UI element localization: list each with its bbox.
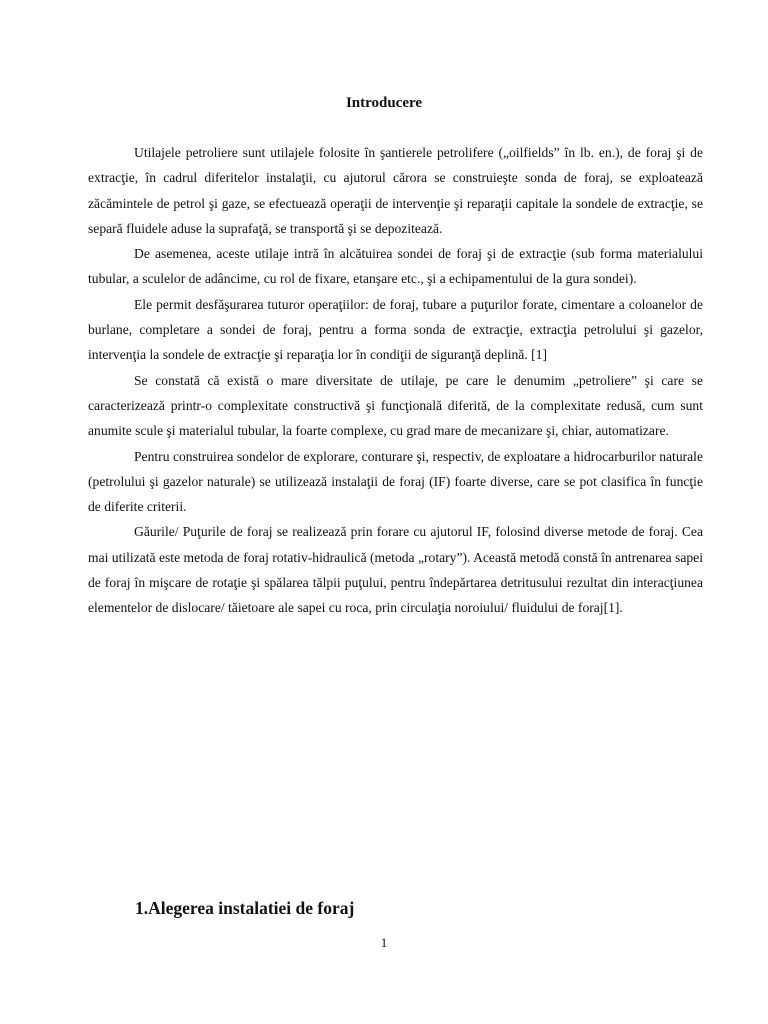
section-heading: 1.Alegerea instalatiei de foraj — [135, 898, 355, 918]
paragraph-4: Se constată că există o mare diversitate de utilaje, pe care le denumim „petroliere” şi care se caracterizează printr-o complexitate constructivă şi funcţională diferită, de la complexitate redusă, cum sunt anumite scule şi materialul tubular, la foarte complexe, cu grad mare de mecanizare şi, chiar, automatizare. — [88, 372, 703, 439]
body-text — [88, 140, 703, 621]
paragraph-6: Găurile/ Puţurile de foraj se realizează prin forare cu ajutorul IF, folosind diverse metode de foraj. Cea mai utilizată este metoda de foraj rotativ-hidraulică (metoda „rotary”). Această metodă constă în antrenarea sapei de foraj în mişcare de rotaţie şi spălarea tălpii puţului, pentru îndepărtarea detritusului rezultat din interacţiunea elementelor de dislocare/ tăietoare ale sapei cu roca, prin circulaţia noroiului/ fluidului de foraj[1]. — [88, 524, 703, 616]
paragraph-3: Ele permit desfăşurarea tuturor operaţiilor: de foraj, tubare a puţurilor forate, cimentare a coloanelor de burlane, completare a sondei de foraj, pentru a forma sonda de extracţie, extracţia petrolului şi gazelor, intervenţia la sondele de extracţie şi reparaţia lor în condiţii de siguranţă deplină. [1] — [88, 296, 703, 363]
paragraph-2: De asemenea, aceste utilaje intră în alcătuirea sondei de foraj şi de extracţie (sub forma materialului tubular, a sculelor de adâncime, cu rol de fixare, etanşare etc., şi a echipamentului de la gura sondei). — [88, 246, 703, 287]
paragraph-5: Pentru construirea sondelor de explorare, conturare şi, respectiv, de exploatare a hidrocarburilor naturale (petrolului şi gazelor naturale) se utilizează instalaţii de foraj (IF) foarte diverse, care se pot clasifica în funcţie de diferite criterii. — [88, 448, 703, 515]
page-number: 1 — [380, 935, 388, 950]
page-title: Introducere — [345, 95, 423, 111]
paragraph-1: Utilajele petroliere sunt utilajele folosite în şantierele petrolifere („oilfields” în lb. en.), de foraj şi de extracţie, în cadrul diferitelor instalaţii, cu ajutorul cărora se construieşte sonda de foraj, se exploatează zăcămintele de petrol şi gaze, se efectuează operaţii de intervenţie şi reparaţii capitale la sondele de extracţie, se separă fluidele aduse la suprafaţă, se transportă şi se depozitează. — [88, 145, 703, 236]
